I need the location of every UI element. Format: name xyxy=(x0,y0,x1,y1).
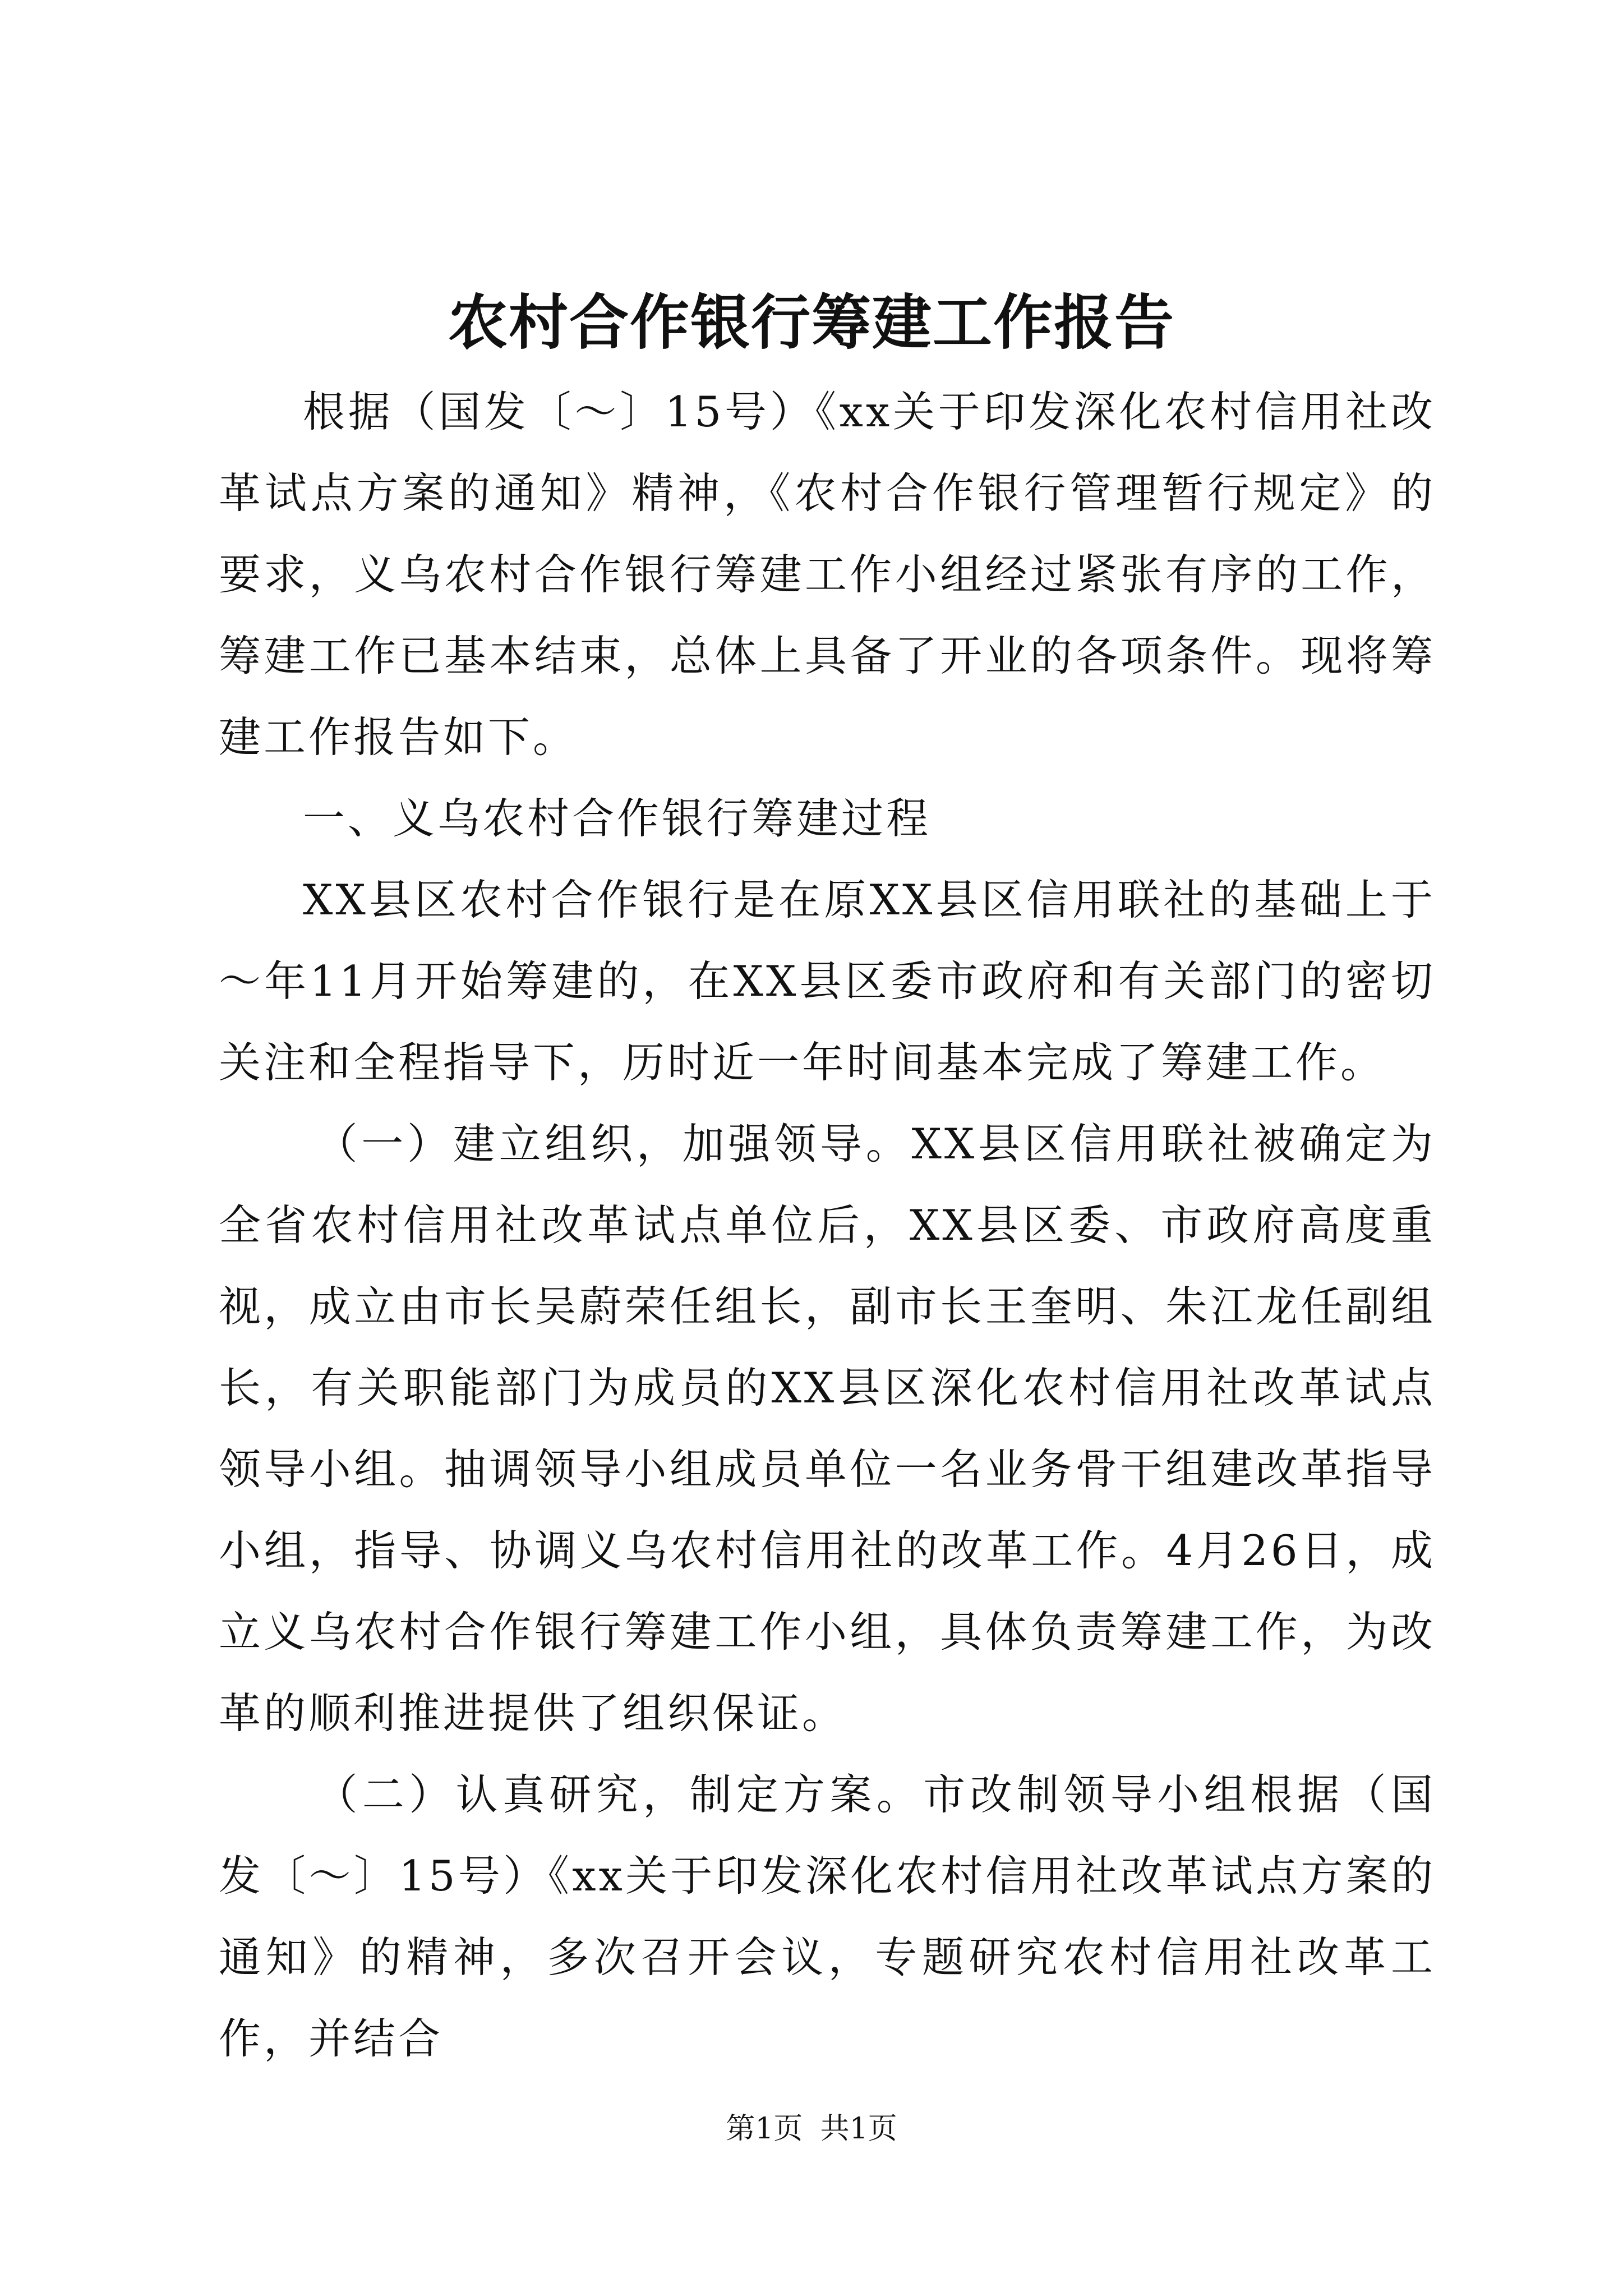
page-number: 第1页 xyxy=(726,2112,803,2146)
paragraph-organization: （一）建立组织，加强领导。XX县区信用联社被确定为全省农村信用社改革试点单位后，XX县区委、市政府高度重视，成立由市长吴蔚荣任组长，副市长王奎明、朱江龙任副组长，有关职能部门为成员的XX县区深化农村信用社改革试点领导小组。抽调领导小组成员单位一名业务骨干组建改革指导小组，指导、协调义乌农村信用社的改革工作。4月26日，成立义乌农村合作银行筹建工作小组，具体负责筹建工作，为改革的顺利推进提供了组织保证。 xyxy=(219,1119,1436,1738)
section-heading-1: 一、义乌农村合作银行筹建过程 xyxy=(303,794,932,843)
page-footer xyxy=(0,2109,1623,2148)
document-title: 农村合作银行筹建工作报告 xyxy=(448,287,1175,357)
paragraph-plan: （二）认真研究，制定方案。市改制领导小组根据（国发〔～〕15号）《xx关于印发深化农村信用社改革试点方案的通知》的精神，多次召开会议，专题研究农村信用社改革工作，并结合 xyxy=(219,1770,1436,2063)
paragraph-intro: 根据（国发〔～〕15号）《xx关于印发深化农村信用社改革试点方案的通知》精神，《农村合作银行管理暂行规定》的要求，义乌农村合作银行筹建工作小组经过紧张有序的工作，筹建工作已基本结束，总体上具备了开业的各项条件。现将筹建工作报告如下。 xyxy=(219,387,1436,762)
page-total: 共1页 xyxy=(820,2112,897,2146)
paragraph-background: XX县区农村合作银行是在原XX县区信用联社的基础上于～年11月开始筹建的，在XX县区委市政府和有关部门的密切关注和全程指导下，历时近一年时间基本完成了筹建工作。 xyxy=(219,875,1436,1087)
document-body xyxy=(219,371,1436,2079)
